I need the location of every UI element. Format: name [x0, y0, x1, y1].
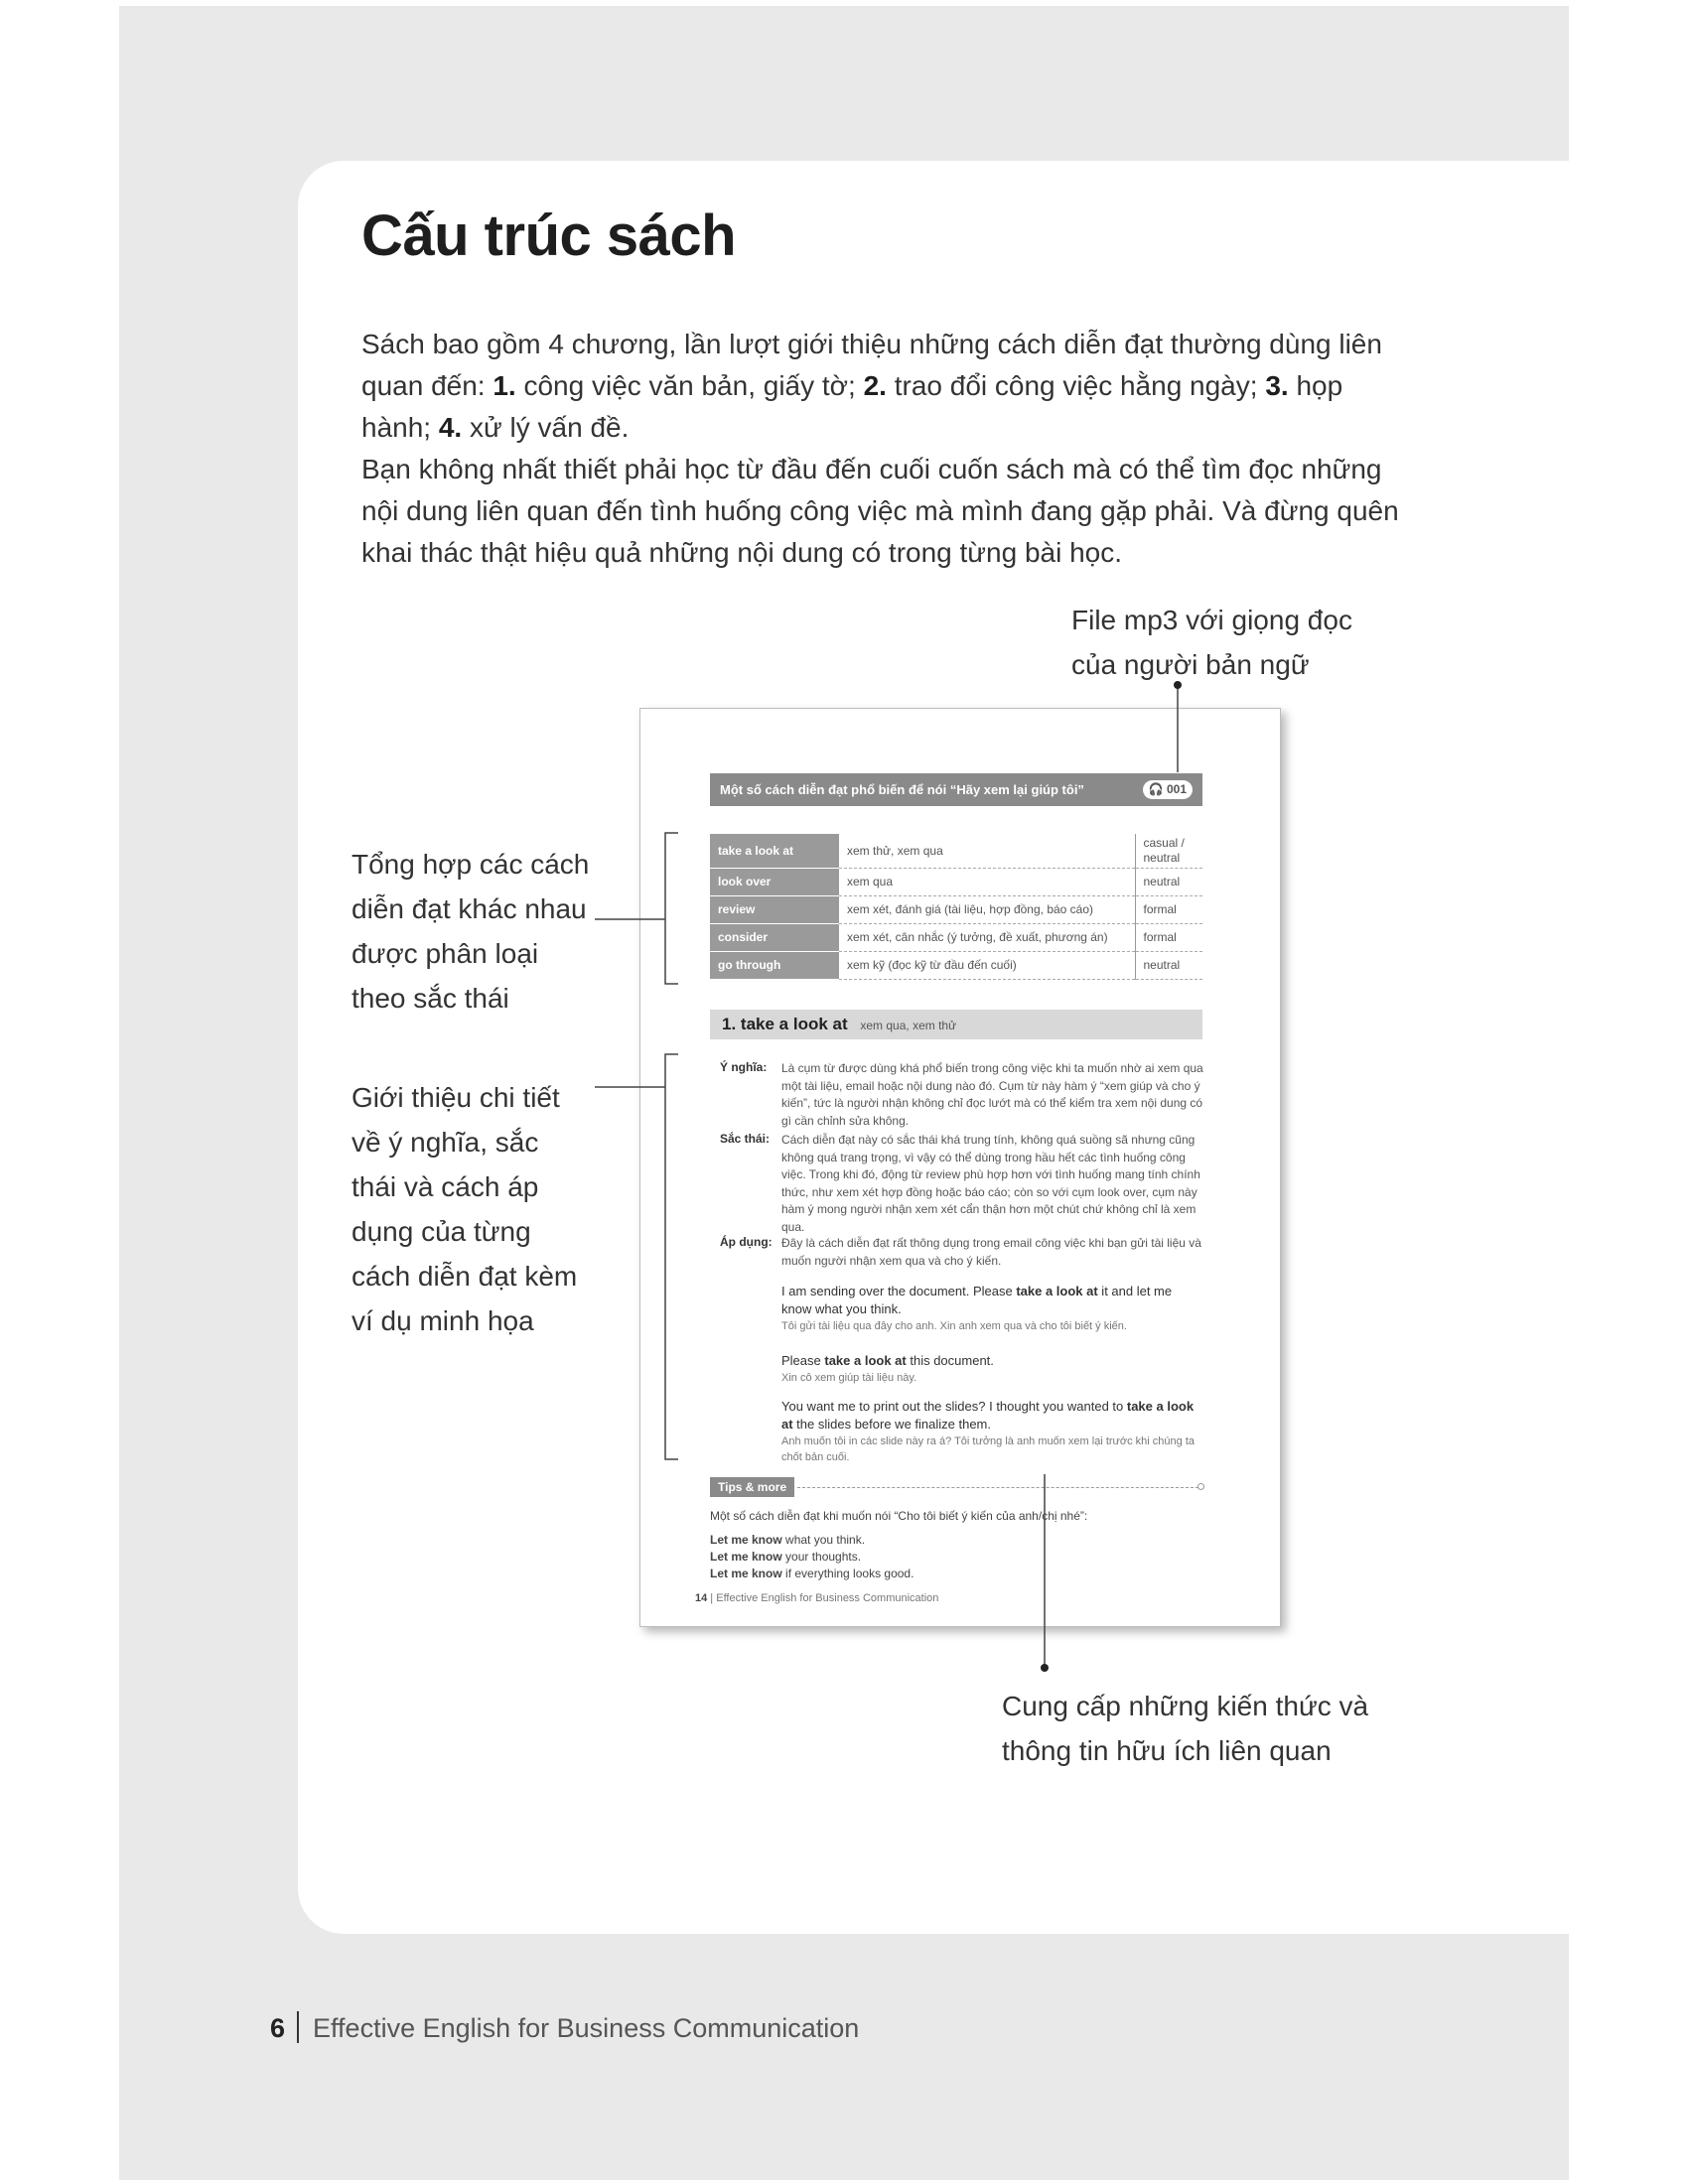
- example-english: [781, 1283, 1203, 1318]
- sample-page-preview: [639, 708, 1281, 1627]
- footer-separator: [297, 2011, 299, 2043]
- example-text: I am sending over the document. Please: [781, 1284, 1017, 1298]
- example-text: it and let me know what you think.: [781, 1284, 1173, 1316]
- tips-keyword: Let me know: [710, 1533, 782, 1547]
- expressions-header-text: Một số cách diễn đạt phổ biến để nói “Hãy xem lại giúp tôi”: [720, 782, 1084, 797]
- lesson-title: take a look at: [740, 1015, 848, 1033]
- tips-line: [710, 1566, 914, 1582]
- page-title: Cấu trúc sách: [361, 204, 737, 268]
- audio-track-number: 001: [1166, 782, 1187, 796]
- expression-meaning: xem qua: [839, 868, 1135, 895]
- expression-term: take a look at: [710, 834, 839, 868]
- lesson-heading: [710, 1010, 1202, 1039]
- callout-summary-line: theo sắc thái: [352, 983, 509, 1014]
- example-block: [781, 1352, 1203, 1386]
- meaning-text: Là cụm từ được dùng khá phổ biến trong công việc khi ta muốn nhờ ai xem qua một tài liệu, email hoặc nội dung nào đó. Cụm từ này hàm ý “xem giúp và cho ý kiến”, tức là người nhận không chỉ đọc lướt mà có thể kiểm tra xem nội dung có gì cần chỉnh sửa không.: [781, 1061, 1203, 1128]
- page-number: 6: [270, 2013, 286, 2043]
- example-english: [781, 1352, 1203, 1370]
- callout-summary: [352, 842, 589, 1021]
- example-block: [781, 1398, 1203, 1465]
- callout-detail-line: ví dụ minh họa: [352, 1305, 534, 1336]
- intro-paragraph-2: Bạn không nhất thiết phải học từ đầu đến cuối cuốn sách mà có thể tìm đọc những nội dung liên quan đến tình huống công việc mà mình đang gặp phải. Và đừng quên khai thác thật hiệu quả những nội dung có trong từng bài học.: [361, 454, 1399, 568]
- example-vietnamese: Tôi gửi tài liệu qua đây cho anh. Xin anh xem qua và cho tôi biết ý kiến.: [781, 1320, 1127, 1332]
- expressions-table: [710, 834, 1202, 980]
- table-row: [710, 895, 1202, 923]
- book-title: Effective English for Business Communication: [313, 2013, 860, 2043]
- expression-term: go through: [710, 951, 839, 979]
- expression-term: consider: [710, 923, 839, 951]
- tips-keyword: Let me know: [710, 1567, 782, 1580]
- callout-detail-line: cách diễn đạt kèm: [352, 1261, 578, 1292]
- page-footer: [270, 2011, 859, 2044]
- expression-meaning: xem kỹ (đọc kỹ từ đầu đến cuối): [839, 951, 1135, 979]
- expression-meaning: xem xét, cân nhắc (ý tưởng, đề xuất, phương án): [839, 923, 1135, 951]
- callout-mp3: [1071, 598, 1352, 687]
- example-vietnamese: Xin cô xem giúp tài liệu này.: [781, 1372, 917, 1384]
- example-keyword: take a look at: [1016, 1284, 1098, 1298]
- callout-tips-line: Cung cấp những kiến thức và: [1002, 1691, 1369, 1721]
- chapter-text-3: họp hành;: [361, 370, 1343, 443]
- sample-page-footer: 14 | Effective English for Business Communication: [695, 1592, 939, 1604]
- tips-line: [710, 1549, 861, 1566]
- callout-summary-line: Tổng hợp các cách: [352, 849, 590, 880]
- callout-detail-line: về ý nghĩa, sắc: [352, 1127, 539, 1158]
- tips-line: [710, 1532, 865, 1549]
- example-text: this document.: [906, 1353, 994, 1368]
- table-row: [710, 834, 1202, 868]
- expression-term: review: [710, 895, 839, 923]
- chapter-text-4: xử lý vấn đề.: [462, 412, 630, 443]
- intro-text: [361, 324, 1404, 574]
- expression-register: formal: [1135, 923, 1202, 951]
- example-keyword: take a look at: [781, 1399, 1195, 1432]
- intro-p1-lead: Sách bao gồm 4 chương, lần lượt giới thiệu những cách diễn đạt thường dùng liên quan đến:: [361, 329, 1382, 401]
- example-text: You want me to print out the slides? I thought you wanted to: [781, 1399, 1127, 1414]
- callout-detail-line: dụng của từng: [352, 1216, 531, 1247]
- audio-badge: [1143, 780, 1193, 799]
- tips-divider-dot: [1197, 1483, 1204, 1490]
- tips-rest: your thoughts.: [781, 1550, 862, 1564]
- expression-register: casual / neutral: [1135, 834, 1202, 868]
- example-vietnamese: Anh muốn tôi in các slide này ra á? Tôi tưởng là anh muốn xem lại trước khi chúng ta chốt bản cuối.: [781, 1435, 1195, 1463]
- sample-page-number: 14: [695, 1592, 708, 1604]
- callout-detail-line: Giới thiệu chi tiết: [352, 1082, 560, 1113]
- intro-paragraph-1: [361, 324, 1404, 449]
- tips-badge: Tips & more: [710, 1477, 794, 1497]
- callout-mp3-line: File mp3 với giọng đọc: [1071, 605, 1352, 635]
- table-row: [710, 923, 1202, 951]
- meaning-label: Ý nghĩa:: [720, 1060, 768, 1074]
- tips-intro: Một số cách diễn đạt khi muốn nói “Cho tôi biết ý kiến của anh/chị nhé”:: [710, 1509, 1088, 1523]
- tips-keyword: Let me know: [710, 1550, 782, 1564]
- tips-rest: if everything looks good.: [781, 1567, 914, 1580]
- headphones-icon: 🎧: [1148, 782, 1164, 796]
- lesson-number: 1.: [722, 1015, 737, 1033]
- table-row: [710, 951, 1202, 979]
- chapter-text-2: trao đổi công việc hằng ngày;: [886, 370, 1266, 401]
- expression-term: look over: [710, 868, 839, 895]
- table-row: [710, 868, 1202, 895]
- expression-register: neutral: [1135, 868, 1202, 895]
- callout-detail: [352, 1075, 577, 1343]
- chapter-num-3: 3.: [1265, 370, 1289, 401]
- example-text: the slides before we finalize them.: [792, 1417, 991, 1432]
- expression-register: neutral: [1135, 951, 1202, 979]
- example-block: [781, 1283, 1203, 1334]
- tips-divider: [797, 1487, 1198, 1488]
- expressions-header-bar: [710, 773, 1202, 806]
- lesson-subtitle: xem qua, xem thử: [860, 1019, 957, 1032]
- tips-rest: what you think.: [781, 1533, 866, 1547]
- callout-detail-line: thái và cách áp: [352, 1171, 539, 1202]
- callout-mp3-line: của người bản ngữ: [1071, 649, 1310, 680]
- expression-meaning: xem thử, xem qua: [839, 834, 1135, 868]
- nuance-label: Sắc thái:: [720, 1132, 771, 1146]
- chapter-num-4: 4.: [438, 412, 463, 443]
- expression-register: formal: [1135, 895, 1202, 923]
- callout-tips-line: thông tin hữu ích liên quan: [1002, 1735, 1332, 1766]
- example-keyword: take a look at: [824, 1353, 907, 1368]
- callout-summary-line: diễn đạt khác nhau: [352, 893, 587, 924]
- example-english: [781, 1398, 1203, 1433]
- chapter-num-2: 2.: [863, 370, 887, 401]
- expression-meaning: xem xét, đánh giá (tài liệu, hợp đồng, báo cáo): [839, 895, 1135, 923]
- chapter-num-1: 1.: [492, 370, 516, 401]
- usage-label: Áp dụng:: [720, 1235, 773, 1249]
- chapter-text-1: công việc văn bản, giấy tờ;: [515, 370, 864, 401]
- callout-tips: [1002, 1684, 1368, 1773]
- usage-text: Đây là cách diễn đạt rất thông dụng trong email công việc khi bạn gửi tài liệu và muốn người nhận xem qua và cho ý kiến.: [781, 1236, 1201, 1268]
- callout-summary-line: được phân loại: [352, 938, 539, 969]
- sample-page-book-title: Effective English for Business Communication: [716, 1592, 939, 1604]
- example-text: Please: [781, 1353, 825, 1368]
- nuance-text: Cách diễn đạt này có sắc thái khá trung tính, không quá suồng sã nhưng cũng không quá trang trọng, vì vậy có thể dùng trong hầu hết các tình huống công việc. Trong khi đó, động từ review phù hợp hơn với tình huống mang tính chính thức, như xem xét hợp đồng hoặc báo cáo; còn so với cụm look over, cụm này hàm ý mong người nhận xem xét cẩn thận hơn một chút chứ không chỉ là xem qua.: [781, 1133, 1200, 1234]
